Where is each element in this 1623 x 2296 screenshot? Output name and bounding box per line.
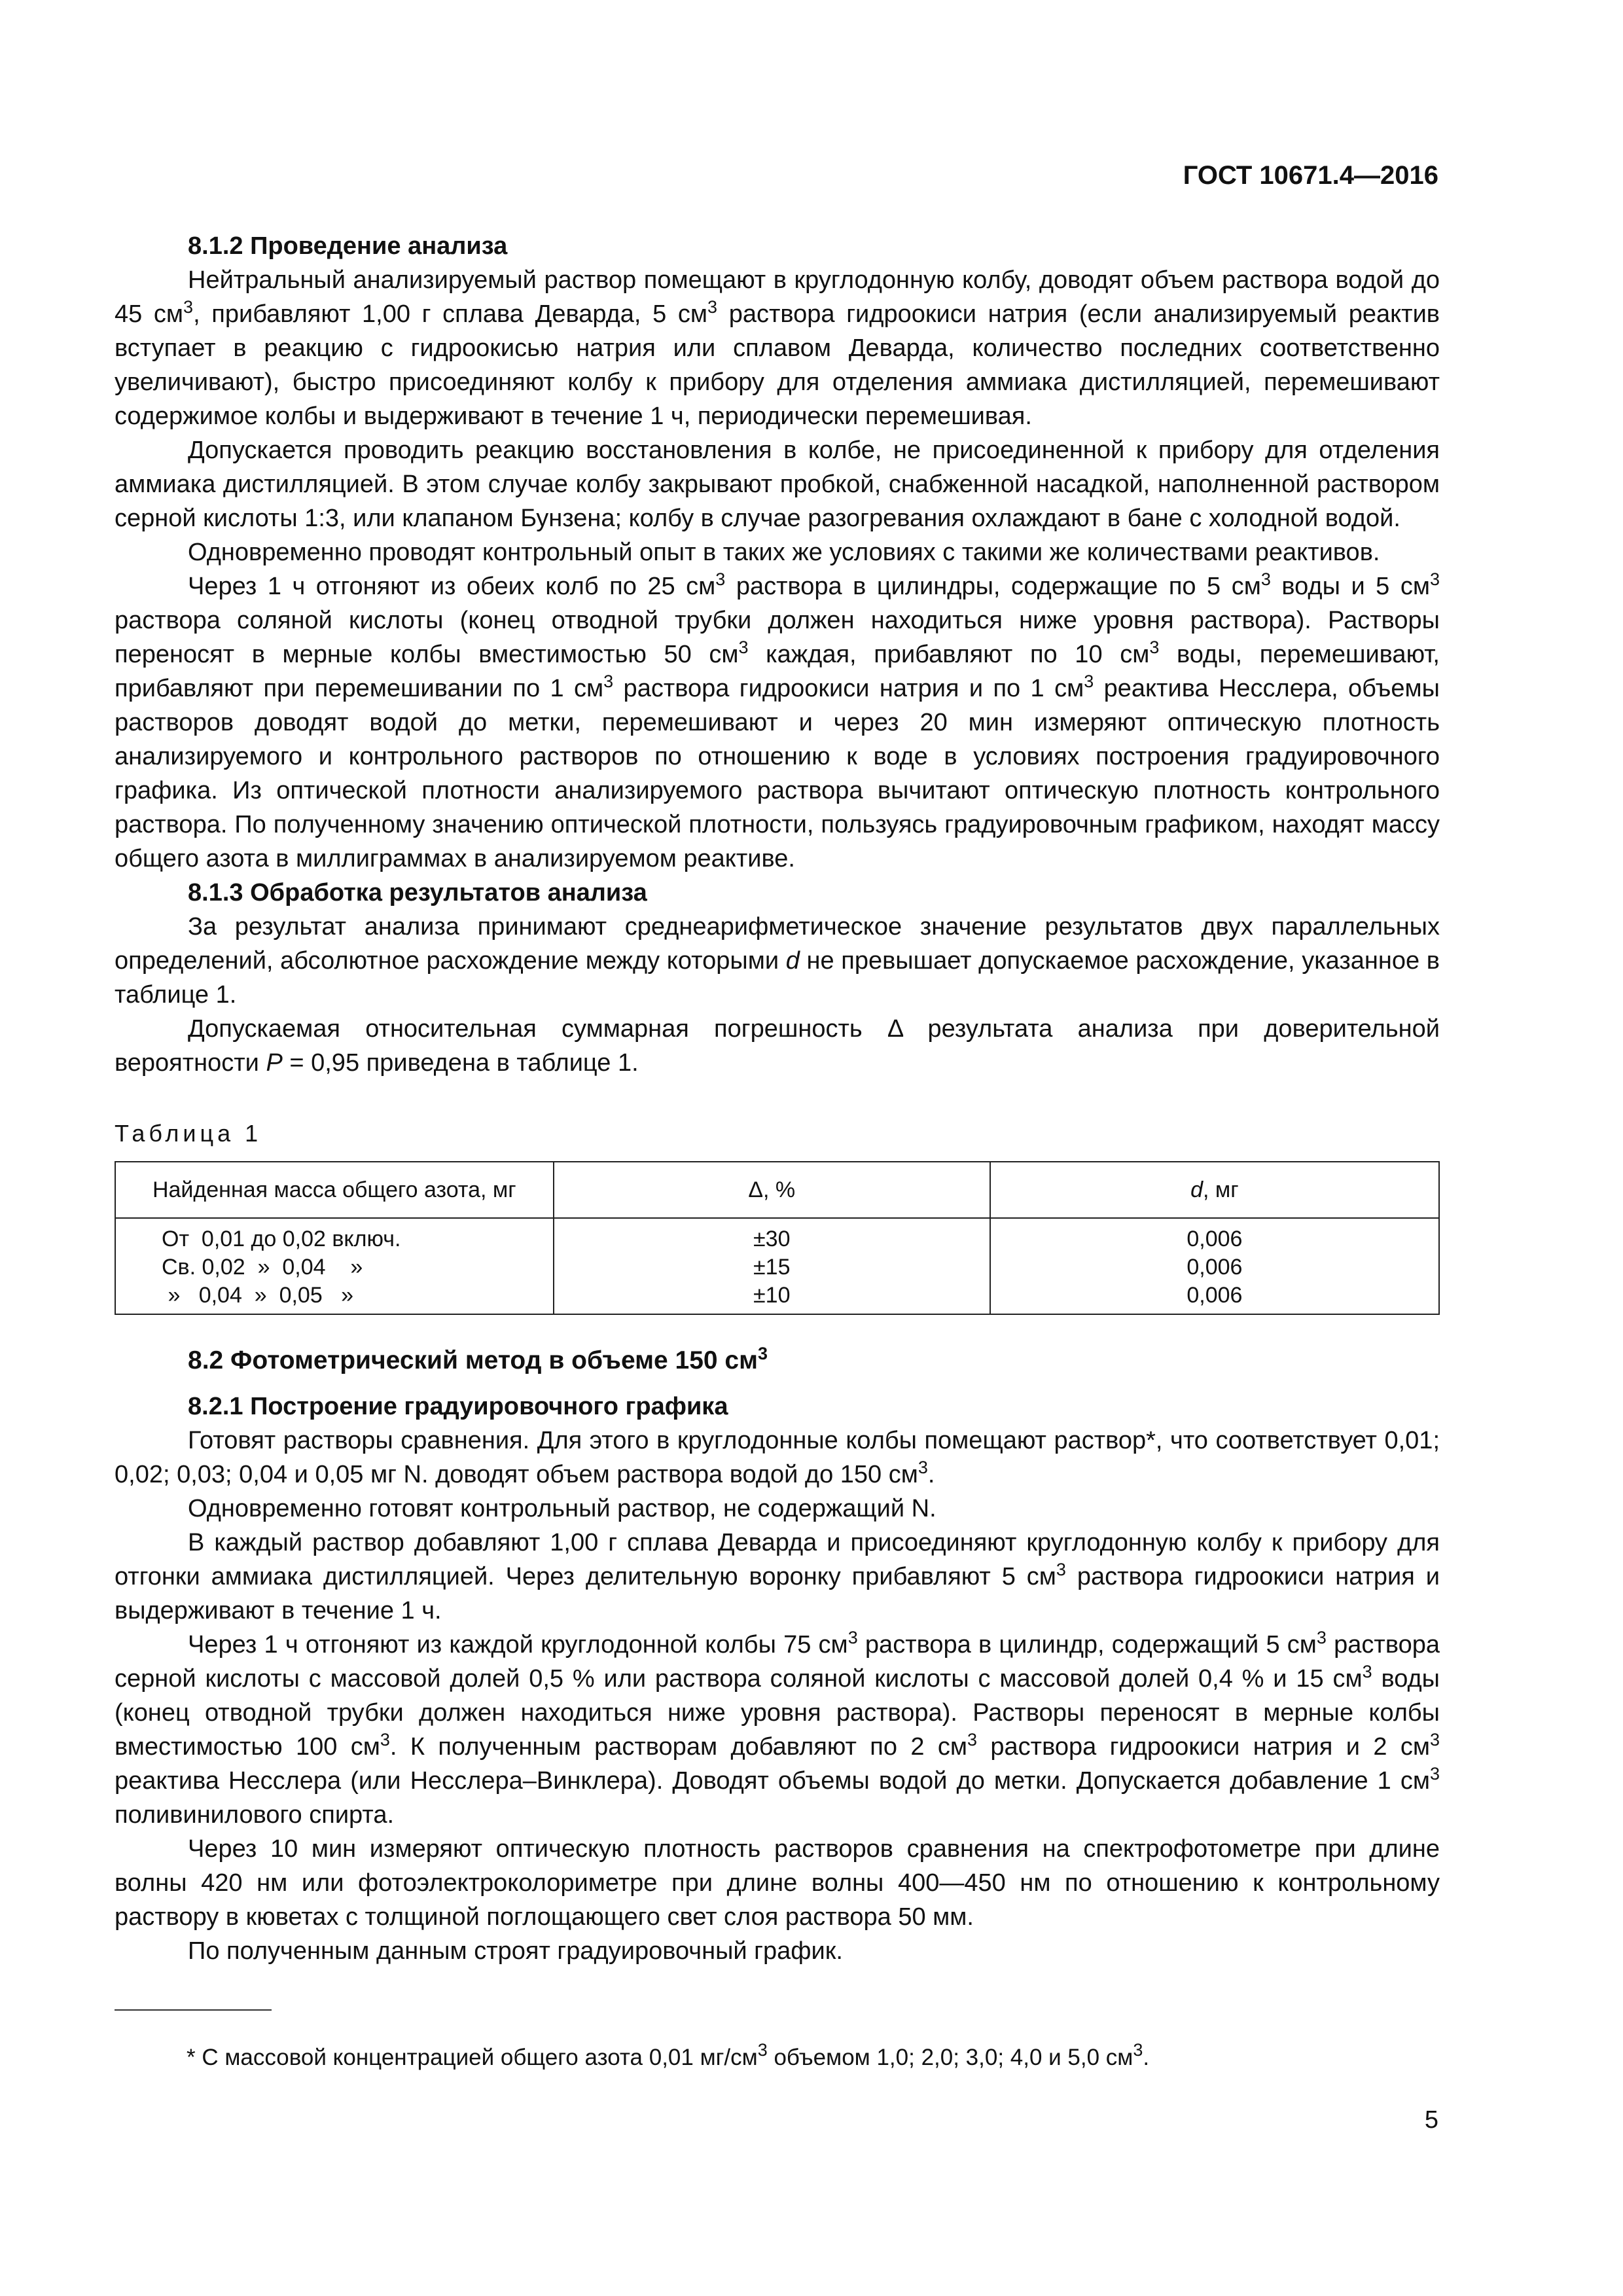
section-8-2-1-paragraph-4: Через 1 ч отгоняют из каждой круглодонной колбы 75 $см^3$ раствора в цилиндр, содержащий 5 $см^3$ раствора серной кислоты с массовой долей 0,5 % или раствора соляной кислоты с массовой долей 0,4 % и 15 $см^3$ воды (конец отводной трубки должен находиться ниже уровня раствора). Растворы переносят в мерные колбы вместимостью 100 $см^3$. К полученным растворам добавляют по 2 $см^3$ раствора гидроокиси натрия и 2 $см^3$ реактива Несслера (или Несслера–Винклера). Доводят объемы водой до метки. Допускается добавление 1 $см^3$ поливинилового спирта. xyxy=(115,1628,1440,1829)
standard-designation: ГОСТ 10671.4—2016 xyxy=(1183,161,1438,190)
table-cell-d: 0,006 0,006 0,006 xyxy=(990,1218,1439,1314)
section-8-1-3-paragraph-2: Допускаемая относительная суммарная погрешность Δ результата анализа при доверительной вероятности P = 0,95 приведена в таблице 1. xyxy=(115,1015,1440,1077)
section-8-1-3-paragraph-1: За результат анализа принимают среднеарифметическое значение результатов двух параллельных определений, абсолютное расхождение между которыми d не превышает допускаемое расхождение, указанное в таблице 1. xyxy=(115,913,1440,1009)
table-cell-mass: От 0,01 до 0,02 включ. Св. 0,02 » 0,04 » » 0,04 » 0,05 » xyxy=(115,1218,554,1314)
table-header-delta: Δ, % xyxy=(554,1162,990,1218)
footnote: * С массовой концентрацией общего азота 0,01 $мг/см^3$ объемом 1,0; 2,0; 3,0; 4,0 и 5,0 $см^3$. xyxy=(187,2040,1150,2070)
section-8-1-2-paragraph-3: Одновременно проводят контрольный опыт в таких же условиях с такими же количествами реактивов. xyxy=(188,539,1380,566)
page-content xyxy=(115,229,1440,1968)
section-8-2-1-paragraph-3: В каждый раствор добавляют 1,00 г сплава Деварда и присоединяют круглодонную колбу к прибору для отгонки аммиака дистилляцией. Через делительную воронку прибавляют 5 $см^3$ раствора гидроокиси натрия и выдерживают в течение 1 ч. xyxy=(115,1529,1440,1624)
footnote-divider xyxy=(115,2009,272,2011)
section-8-2-heading: 8.2 Фотометрический метод в объеме 150 $см^3$ xyxy=(188,1344,768,1374)
table-1-title: Таблица 1 xyxy=(115,1120,262,1147)
table-1 xyxy=(115,1161,1440,1315)
section-8-2-1-paragraph-5: Через 10 мин измеряют оптическую плотность растворов сравнения на спектрофотометре при длине волны 420 нм или фотоэлектроколориметре при длине волны 400—450 нм по отношению к контрольному раствору в кюветах с толщиной поглощающего свет слоя раствора 50 мм. xyxy=(115,1835,1440,1931)
table-header-row xyxy=(115,1162,1439,1218)
section-8-1-2-paragraph-4: Через 1 ч отгоняют из обеих колб по 25 $см^3$ раствора в цилиндры, содержащие по 5 $см^3$ воды и 5 $см^3$ раствора соляной кислоты (конец отводной трубки должен находиться ниже уровня раствора). Растворы переносят в мерные колбы вместимостью 50 $см^3$ каждая, прибавляют по 10 $см^3$ воды, перемешивают, прибавляют при перемешивании по 1 $см^3$ раствора гидроокиси натрия и по 1 $см^3$ реактива Несслера, объемы растворов доводят водой до метки, перемешивают и через 20 мин измеряют оптическую плотность анализируемого и контрольного растворов по отношению к воде в условиях построения градуировочного графика. Из оптической плотности анализируемого раствора вычитают оптическую плотность контрольного раствора. По полученному значению оптической плотности, пользуясь градуировочным графиком, находят массу общего азота в миллиграммах в анализируемом реактиве. xyxy=(115,569,1440,872)
section-8-1-2-paragraph-2: Допускается проводить реакцию восстановления в колбе, не присоединенной к прибору для отделения аммиака дистилляцией. В этом случае колбу закрывают пробкой, снабженной насадкой, наполненной раствором серной кислоты 1:3, или клапаном Бунзена; колбу в случае разогревания охлаждают в бане с холодной водой. xyxy=(115,437,1440,532)
table-header-mass: Найденная масса общего азота, мг xyxy=(115,1162,554,1218)
page-number: 5 xyxy=(1424,2106,1438,2134)
section-8-2-1-heading: 8.2.1 Построение градуировочного графика xyxy=(188,1393,728,1420)
section-8-1-2-heading: 8.1.2 Проведение анализа xyxy=(188,232,508,260)
section-8-2-1-paragraph-2: Одновременно готовят контрольный раствор, не содержащий N. xyxy=(188,1495,936,1522)
table-row xyxy=(115,1218,1439,1314)
table-header-d: d, мг xyxy=(990,1162,1439,1218)
section-8-2-1-paragraph-1: Готовят растворы сравнения. Для этого в круглодонные колбы помещают раствор*, что соответствует 0,01; 0,02; 0,03; 0,04 и 0,05 мг N. доводят объем раствора водой до 150 $см^3$. xyxy=(115,1427,1440,1488)
section-8-2-1-paragraph-6: По полученным данным строят градуировочный график. xyxy=(188,1937,843,1965)
section-8-1-2-paragraph-1: Нейтральный анализируемый раствор помещают в круглодонную колбу, доводят объем раствора водой до 45 $см^3$, прибавляют 1,00 г сплава Деварда, 5 $см^3$ раствора гидроокиси натрия (если анализируемый реактив вступает в реакцию с гидроокисью натрия или сплавом Деварда, количество последних соответственно увеличивают), быстро присоединяют колбу к прибору для отделения аммиака дистилляцией, перемешивают содержимое колбы и выдерживают в течение 1 ч, периодически перемешивая. xyxy=(115,266,1440,430)
table-cell-delta: ±30 ±15 ±10 xyxy=(554,1218,990,1314)
section-8-1-3-heading: 8.1.3 Обработка результатов анализа xyxy=(188,879,647,906)
